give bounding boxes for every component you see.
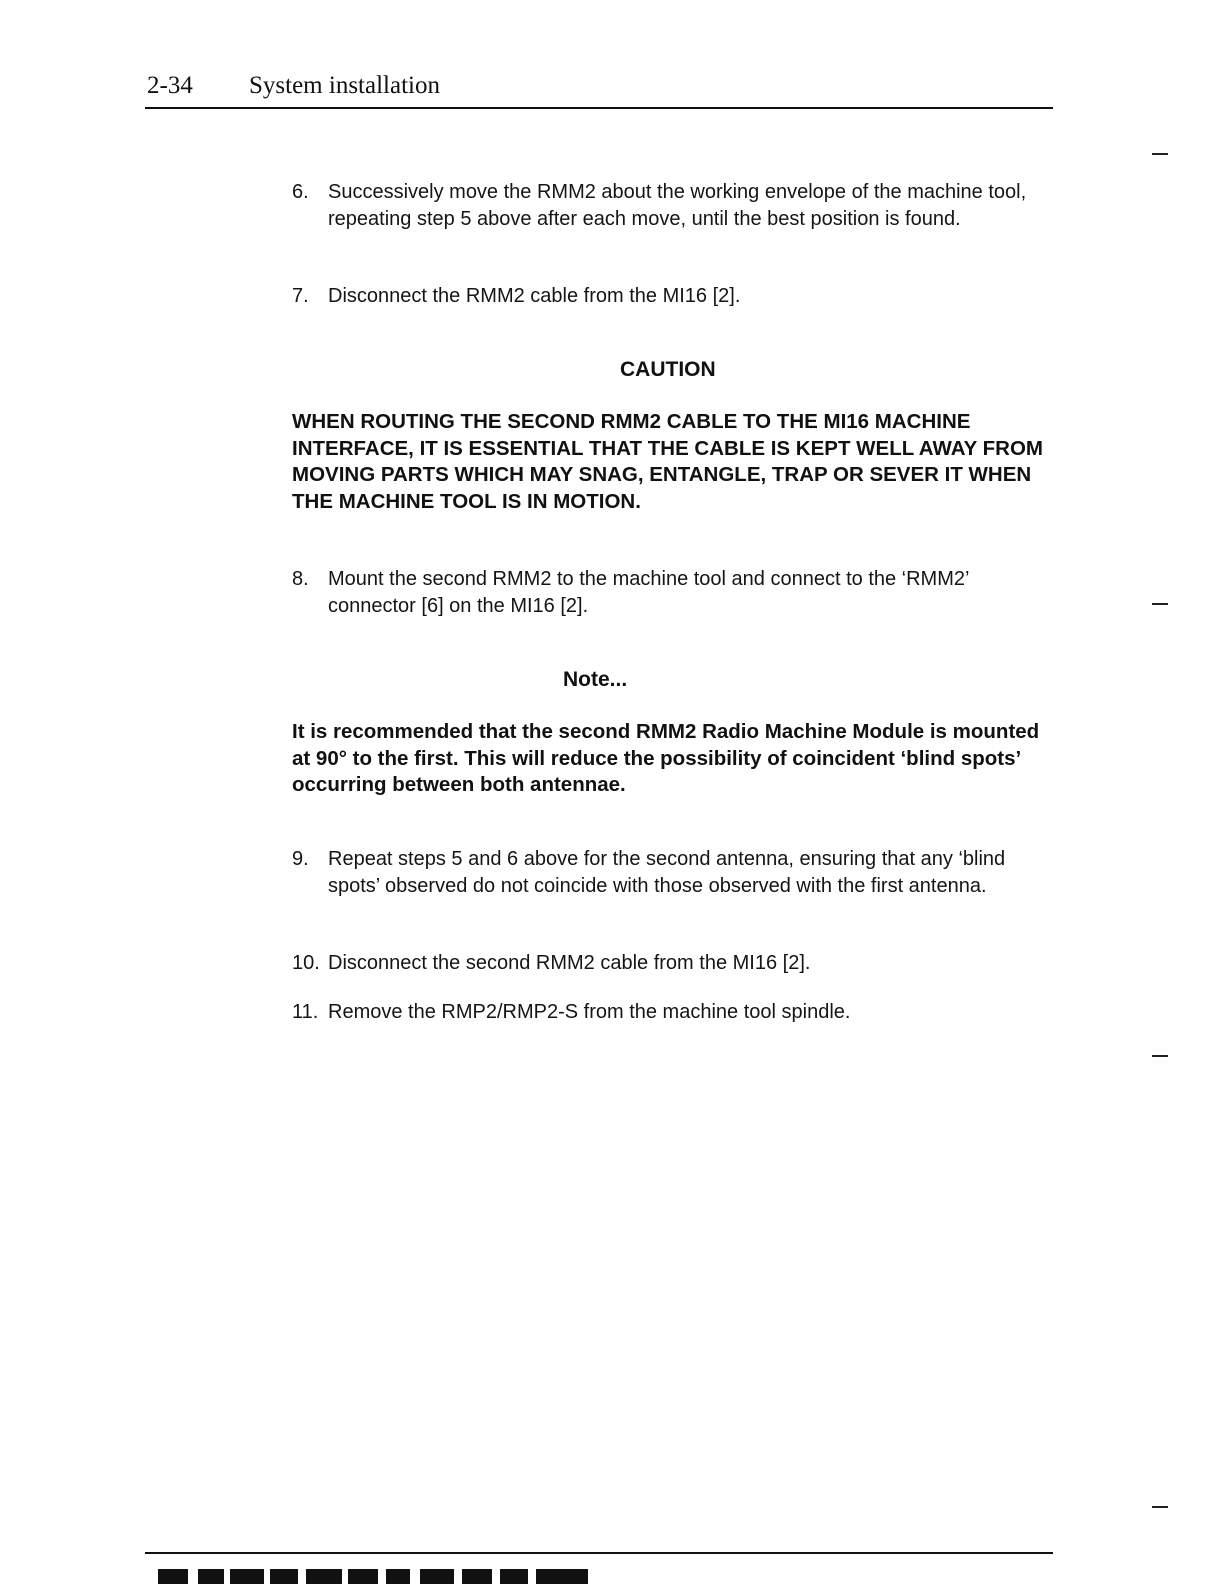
page-header	[147, 70, 1052, 110]
note-heading: Note...	[563, 668, 628, 691]
header-rule	[145, 107, 1053, 109]
step-number: 6.	[292, 181, 309, 203]
page-number: 2-34	[147, 72, 193, 99]
footer-logo	[158, 1561, 588, 1584]
margin-mark	[1152, 1506, 1168, 1508]
step-text: Disconnect the RMM2 cable from the MI16 [2].	[328, 285, 741, 307]
step-text: Disconnect the second RMM2 cable from the MI16 [2].	[328, 952, 811, 974]
margin-mark	[1152, 603, 1168, 605]
section-title: System installation	[249, 72, 440, 99]
step-text: Repeat steps 5 and 6 above for the second antenna, ensuring that any ‘blind spots’ observed do not coincide with those observed with the first antenna.	[328, 848, 1006, 897]
caution-heading: CAUTION	[620, 358, 716, 381]
step-text: Remove the RMP2/RMP2-S from the machine tool spindle.	[328, 1001, 851, 1023]
step-text: Successively move the RMM2 about the working envelope of the machine tool, repeating step 5 above after each move, until the best position is found.	[328, 181, 1027, 230]
footer-rule	[145, 1552, 1053, 1554]
step-number: 8.	[292, 568, 309, 590]
margin-mark	[1152, 153, 1168, 155]
step-text: Mount the second RMM2 to the machine tool and connect to the ‘RMM2’ connector [6] on the MI16 [2].	[328, 568, 969, 617]
step-number: 7.	[292, 285, 309, 307]
step-number: 9.	[292, 848, 309, 870]
step-number: 11.	[292, 1001, 319, 1023]
margin-mark	[1152, 1055, 1168, 1057]
step-number: 10.	[292, 952, 320, 974]
note-text: It is recommended that the second RMM2 Radio Machine Module is mounted at 90° to the first. This will reduce the possibility of coincident ‘blind spots’ occurring between both antennae.	[292, 720, 1040, 796]
caution-text: WHEN ROUTING THE SECOND RMM2 CABLE TO THE MI16 MACHINE INTERFACE, IT IS ESSENTIAL THAT THE CABLE IS KEPT WELL AWAY FROM MOVING PARTS WHICH MAY SNAG, ENTANGLE, TRAP OR SEVER IT WHEN THE MACHINE TOOL IS IN MOTION.	[292, 410, 1043, 513]
